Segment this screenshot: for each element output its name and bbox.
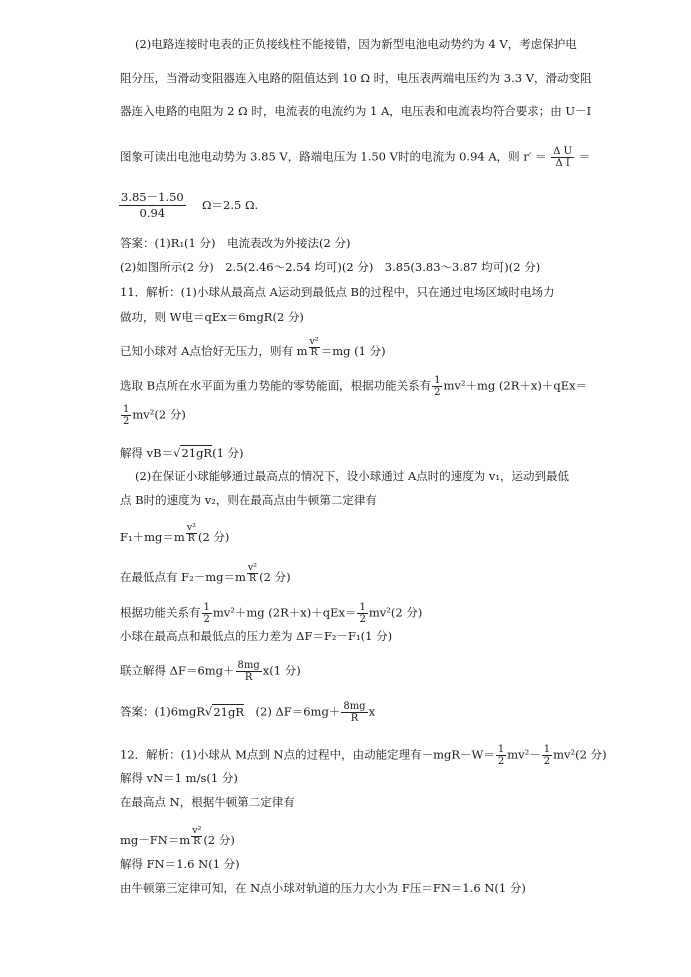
- text-line: [120, 744, 607, 767]
- fraction-v-squared-over-r: [186, 523, 197, 544]
- text-line: [120, 660, 301, 683]
- answer-line: 答案：(1)6mgR√21gR (2) ΔF＝6mg＋ $\frac{8mg}{R}$ x: [120, 701, 376, 724]
- fraction-denominator: 2: [123, 416, 130, 427]
- square-root: 21gR: [213, 704, 245, 719]
- text-line: Ω＝2.5 Ω.: [202, 198, 259, 212]
- fraction-denominator: R: [187, 533, 195, 544]
- fraction-numerator: 3.85－1.50: [121, 190, 184, 204]
- text-line: 解得 vB＝√21gR(1 分): [120, 446, 244, 460]
- fraction-numerator: 1: [359, 602, 366, 613]
- fraction-numerator: 1: [434, 375, 441, 386]
- fraction-emf-calc: [119, 190, 186, 221]
- text-span: 12．解析：(1)小球从 M点到 N点的过程中，由动能定理有－mgR－W＝: [120, 747, 495, 762]
- fraction-numerator: Δ U: [553, 146, 573, 157]
- text-span: 选取 B点所在水平面为重力势能的零势能面，根据功能关系有: [120, 378, 432, 393]
- answer-line: (2)如图所示(2 分) 2.5(2.46～2.54 均可)(2 分) 3.85(3.83～3.87 均可)(2 分): [120, 260, 541, 274]
- answer-line: 答案：(1)R₁(1 分) 电流表改为外接法(2 分): [120, 236, 351, 250]
- text-line: 在最高点 N，根据牛顿第二定律有: [120, 795, 295, 809]
- fraction-denominator: 2: [434, 387, 441, 398]
- text-span: (2 分): [203, 833, 235, 847]
- fraction-numerator: v²: [247, 562, 258, 573]
- text-span: ＝mg (1 分): [320, 344, 386, 358]
- fraction-v-squared-over-r: [247, 563, 258, 584]
- text-span: x: [368, 704, 376, 719]
- text-span: 在最低点有 F₂－mg＝m: [120, 570, 246, 584]
- text-span: (2 分): [259, 570, 291, 584]
- text-line: 阻分压，当滑动变阻器连入电路的阻值达到 10 Ω 时，电压表两端电压约为 3.3 V，滑动变阻: [120, 71, 592, 85]
- text-line: [120, 375, 587, 398]
- text-line: [120, 826, 235, 847]
- fraction-denominator: 2: [497, 756, 505, 767]
- text-span: mv²＋mg (2R＋x)＋qEx＝: [212, 605, 357, 620]
- fraction-delta-u-over-delta-i: [551, 146, 574, 169]
- square-root: 21gR: [181, 446, 213, 460]
- text-span: x(1 分): [262, 663, 301, 678]
- fraction-one-half: [357, 602, 367, 625]
- text-line: 解得 FN＝1.6 N(1 分): [120, 857, 240, 871]
- text-line: (2)在保证小球能够通过最高点的情况下，设小球通过 A点时的速度为 v₁，运动到最低: [135, 469, 570, 483]
- fraction-v-squared-over-r: [191, 826, 202, 847]
- fraction-one-half: [432, 375, 442, 398]
- text-span: 答案：(1)6mgR: [120, 704, 206, 719]
- text-span: mv²(2 分): [368, 605, 423, 620]
- fraction-numerator: 8mg: [237, 660, 260, 671]
- fraction-denominator: 2: [543, 756, 551, 767]
- fraction-numerator: 1: [123, 404, 130, 415]
- fraction-denominator: R: [310, 347, 318, 358]
- text-span: ＝: [578, 149, 591, 164]
- text-line: (2)电路连接时电表的正负接线柱不能接错，因为新型电池电动势约为 4 V，考虑保护电: [135, 37, 577, 51]
- fraction-denominator: R: [350, 713, 359, 724]
- fraction-8mg-over-r: [236, 660, 262, 683]
- text-span: 解得 vB＝: [120, 446, 174, 460]
- fraction-numerator: v²: [192, 825, 202, 836]
- text-line: [120, 146, 590, 169]
- text-line: [120, 563, 291, 584]
- fraction-numerator: 1: [543, 744, 551, 755]
- text-span: mv²(2 分): [553, 747, 607, 762]
- text-line: [120, 602, 422, 625]
- text-span: mv²＋mg (2R＋x)＋qEx＝: [443, 378, 588, 393]
- fraction-v-squared-over-r: [309, 337, 320, 358]
- fraction-numerator: 8mg: [343, 701, 366, 712]
- fraction-denominator: Δ I: [555, 158, 570, 169]
- fraction-numerator: v²: [186, 522, 196, 533]
- fraction-numerator: 1: [497, 744, 505, 755]
- fraction-numerator: v²: [309, 336, 319, 347]
- text-line: 做功，则 W电＝qEx＝6mgR(2 分): [120, 310, 304, 324]
- fraction-denominator: R: [244, 672, 253, 683]
- fraction-denominator: 2: [359, 614, 366, 625]
- text-line: [120, 404, 186, 427]
- text-span: F₁＋mg＝m: [120, 530, 185, 544]
- fraction-denominator: 2: [203, 614, 210, 625]
- text-line: [120, 337, 386, 358]
- text-line: 器连入电路的电阻为 2 Ω 时，电流表的电流约为 1 A，电压表和电流表均符合要求；由 U－I: [120, 104, 592, 118]
- fraction-denominator: R: [193, 836, 201, 847]
- fraction-8mg-over-r: [341, 701, 367, 724]
- text-span: 图象可读出电池电动势为 3.85 V，路端电压为 1.50 V时的电流为 0.94 A，则 r′ ＝: [120, 149, 547, 164]
- text-line: [120, 523, 229, 544]
- text-span: (2 分): [197, 530, 230, 544]
- text-span: (1 分): [212, 446, 244, 460]
- text-line: 小球在最高点和最低点的压力差为 ΔF＝F₂－F₁(1 分): [120, 629, 393, 643]
- text-line: 点 B时的速度为 v₂，则在最高点由牛顿第二定律有: [120, 493, 377, 507]
- text-span: 根据功能关系有: [120, 605, 201, 620]
- fraction-denominator: R: [248, 573, 257, 584]
- fraction-one-half: [542, 744, 552, 767]
- text-span: mg－FN＝m: [120, 833, 191, 847]
- fraction-one-half: [202, 602, 212, 625]
- text-line: 解得 vN＝1 m/s(1 分): [120, 771, 238, 785]
- text-span: 联立解得 ΔF＝6mg＋: [120, 663, 235, 678]
- text-span: mv²－: [507, 747, 541, 762]
- text-span: mv²(2 分): [132, 407, 186, 422]
- fraction-denominator: 0.94: [139, 206, 166, 220]
- fraction-one-half: [496, 744, 506, 767]
- text-span: 已知小球对 A点恰好无压力，则有 m: [120, 344, 308, 358]
- fraction-one-half: [121, 404, 131, 427]
- text-line: 11．解析：(1)小球从最高点 A运动到最低点 B的过程中，只在通过电场区域时电场力: [120, 285, 555, 299]
- text-span: (2) ΔF＝6mg＋: [244, 704, 341, 719]
- fraction-numerator: 1: [203, 602, 210, 613]
- text-line: 由牛顿第三定律可知，在 N点小球对轨道的压力大小为 F压＝FN＝1.6 N(1 分): [120, 881, 526, 895]
